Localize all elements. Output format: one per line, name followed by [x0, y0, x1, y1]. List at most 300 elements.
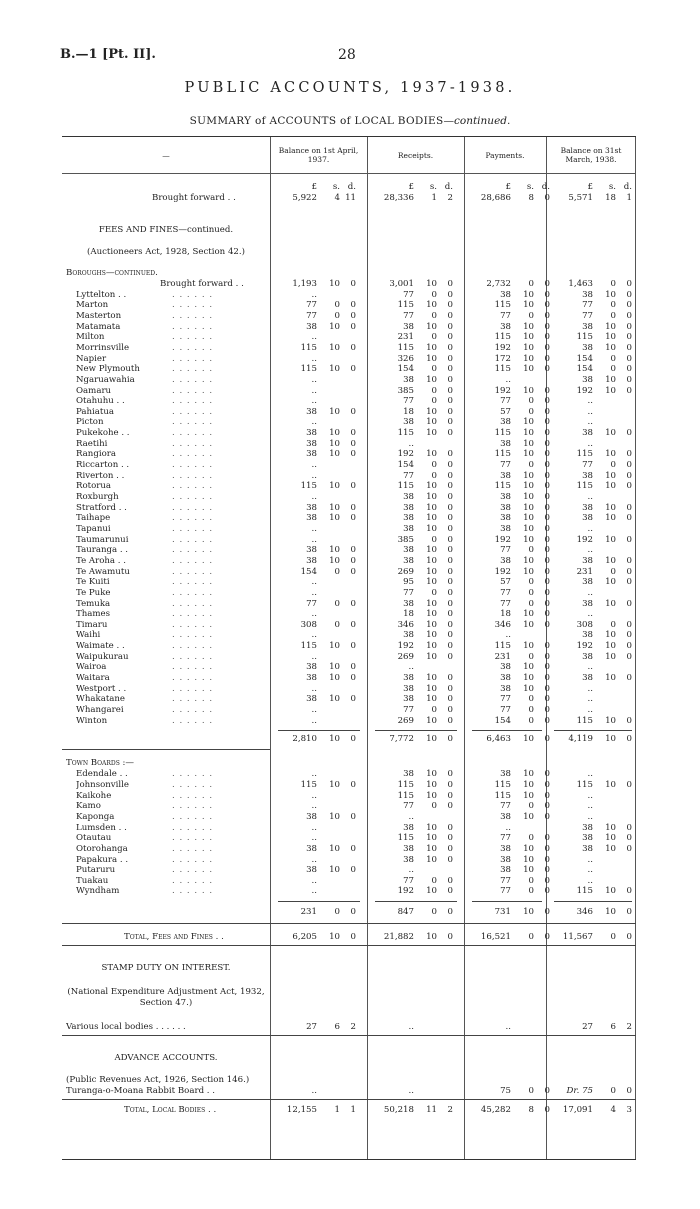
pounds: 6,463 — [486, 734, 511, 745]
shillings: 10 — [523, 907, 534, 918]
pounds: 847 — [397, 907, 414, 918]
amount-cell — [546, 844, 636, 855]
shillings: 10 — [329, 502, 340, 513]
shillings: 10 — [523, 364, 534, 375]
shillings: 0 — [610, 279, 616, 289]
shillings: 10 — [426, 609, 437, 620]
pounds: 38 — [403, 502, 414, 513]
amount-cell — [546, 556, 636, 567]
pounds: 38 — [403, 417, 414, 428]
stamp-heading — [62, 963, 636, 974]
amount-cell — [464, 481, 554, 492]
pounds: 38 — [500, 662, 511, 673]
pence: 0 — [447, 332, 453, 343]
town-board-row — [62, 876, 636, 887]
pounds: 231 — [300, 907, 317, 918]
shillings: 10 — [426, 353, 437, 364]
amount-cell — [464, 417, 554, 428]
shillings: 10 — [426, 481, 437, 492]
amount-cell — [367, 932, 457, 943]
pounds: 18 — [500, 609, 511, 620]
shillings: 10 — [523, 609, 534, 620]
amount-cell — [546, 684, 636, 695]
pounds: 77 — [500, 833, 511, 844]
shillings: 10 — [426, 566, 437, 577]
shillings: 0 — [528, 932, 534, 943]
borough-row-label: Te Puke — [76, 587, 111, 598]
pounds: .. — [587, 801, 593, 812]
stamp-heading-label: STAMP DUTY ON INTEREST. — [101, 963, 231, 974]
pounds: 38 — [306, 321, 317, 332]
document-reference: B.—1 [Pt. II]. — [60, 47, 156, 62]
borough-row-label: Marton — [76, 300, 109, 311]
amount-cell — [270, 332, 360, 343]
advance-act — [62, 1075, 636, 1086]
pounds: .. — [505, 822, 511, 833]
shillings: 10 — [523, 843, 534, 854]
leader-dots: . . . . . . — [172, 609, 214, 620]
pounds: 77 — [500, 545, 511, 556]
advance-heading — [62, 1053, 636, 1064]
shillings: 10 — [605, 289, 616, 300]
column-head-receipts: Receipts. — [397, 150, 434, 160]
pence: 0 — [350, 811, 356, 822]
pence: 0 — [544, 555, 550, 566]
amount-cell — [270, 652, 360, 663]
pounds: 77 — [500, 705, 511, 715]
pounds: 77 — [582, 310, 593, 321]
pounds: .. — [587, 587, 593, 598]
pence: 0 — [447, 502, 453, 513]
pence: 0 — [447, 651, 453, 662]
pounds: 38 — [306, 449, 317, 460]
town-board-row-label: Kamo — [76, 801, 101, 812]
amount-cell — [367, 193, 457, 204]
borough-row-label: Waimate . . — [76, 641, 125, 652]
pounds: 115 — [397, 342, 414, 353]
leader-dots: . . . . . . — [172, 523, 214, 534]
pounds: 38 — [403, 769, 414, 780]
pence: 0 — [350, 406, 356, 417]
pence: 0 — [544, 662, 550, 673]
pounds: 115 — [576, 481, 593, 492]
pounds: 38 — [500, 854, 511, 865]
amount-cell — [464, 396, 554, 407]
shillings: 10 — [523, 300, 534, 311]
pounds: .. — [587, 875, 593, 886]
pounds: 38 — [582, 630, 593, 641]
fees-act — [62, 247, 636, 258]
amount-cell — [270, 886, 360, 897]
shillings: 0 — [431, 289, 437, 300]
pounds: 38 — [582, 342, 593, 353]
pence: 0 — [350, 907, 356, 918]
pounds: .. — [311, 492, 317, 502]
amount-cell — [546, 641, 636, 652]
pounds: .. — [311, 875, 317, 886]
leader-dots: . . . . . . — [172, 651, 214, 662]
borough-row — [62, 556, 636, 567]
amount-cell — [546, 460, 636, 471]
pence: 0 — [447, 769, 453, 780]
pence: 0 — [447, 289, 453, 300]
pounds: 115 — [300, 342, 317, 353]
amount-cell — [464, 513, 554, 524]
amount-cell — [464, 386, 554, 397]
rule — [62, 749, 270, 750]
pounds: 154 — [397, 460, 414, 471]
shillings: 10 — [605, 342, 616, 353]
pounds: 38 — [403, 822, 414, 833]
pence: 0 — [544, 406, 550, 417]
column-head-opening-balance: Balance on 1st April, 1937. — [278, 146, 359, 164]
pence: 0 — [626, 321, 632, 332]
pence: 0 — [544, 332, 550, 343]
shillings: 10 — [523, 619, 534, 630]
pence: 0 — [626, 907, 632, 918]
pounds: .. — [311, 353, 317, 364]
advance-heading-label: ADVANCE ACCOUNTS. — [114, 1053, 218, 1064]
shillings: 10 — [426, 449, 437, 460]
amount-cell — [464, 545, 554, 556]
amount-cell — [546, 734, 636, 745]
amount-cell — [270, 396, 360, 407]
pence: 0 — [544, 449, 550, 460]
shillings: 0 — [610, 932, 616, 943]
pence: 0 — [350, 300, 356, 311]
pounds: 77 — [403, 875, 414, 886]
amount-cell — [546, 513, 636, 524]
amount-cell — [464, 407, 554, 418]
amount-cell — [270, 290, 360, 301]
pounds: 38 — [582, 502, 593, 513]
shillings: 10 — [329, 779, 340, 790]
pounds: 77 — [403, 801, 414, 812]
amount-cell — [367, 481, 457, 492]
pence: 0 — [447, 630, 453, 641]
pounds: 38 — [500, 502, 511, 513]
pence: 0 — [447, 396, 453, 407]
pounds: .. — [408, 438, 414, 449]
pounds: 385 — [397, 534, 414, 545]
shillings: 0 — [334, 566, 340, 577]
shillings: 10 — [329, 734, 340, 745]
page-number: 28 — [338, 47, 356, 63]
boroughs-total-row — [62, 734, 636, 745]
shillings: 0 — [528, 651, 534, 662]
pounds: 45,282 — [480, 1105, 511, 1116]
amount-cell — [367, 652, 457, 663]
borough-row — [62, 662, 636, 673]
pence: 0 — [447, 279, 453, 289]
pence: 0 — [447, 715, 453, 726]
pounds: 77 — [500, 396, 511, 407]
pence: 0 — [350, 438, 356, 449]
leader-dots: . . . . . . — [172, 854, 214, 865]
shillings: 0 — [610, 353, 616, 364]
shillings: 10 — [523, 481, 534, 492]
town-board-row-label: Putaruru — [76, 865, 116, 876]
amount-cell — [367, 886, 457, 897]
shillings: 0 — [431, 875, 437, 886]
fees-total-row — [62, 932, 636, 943]
amount-cell — [464, 311, 554, 322]
pounds: 172 — [494, 353, 511, 364]
borough-row-label: Thames — [76, 609, 111, 620]
amount-cell — [270, 716, 360, 727]
page-title: PUBLIC ACCOUNTS, 1937-1938. — [184, 80, 516, 96]
pounds: .. — [311, 1086, 317, 1097]
town-board-row-label: Otautau — [76, 833, 112, 844]
shillings: 10 — [426, 779, 437, 790]
pounds: 731 — [494, 907, 511, 918]
amount-cell — [464, 1105, 554, 1116]
amount-cell — [546, 652, 636, 663]
rule — [472, 901, 542, 902]
amount-cell — [464, 876, 554, 887]
amount-cell — [546, 577, 636, 588]
pence: 0 — [350, 342, 356, 353]
pounds: 38 — [582, 843, 593, 854]
amount-cell — [270, 503, 360, 514]
shillings: 10 — [329, 406, 340, 417]
pence: 0 — [626, 886, 632, 897]
amount-cell — [464, 932, 554, 943]
town-board-row-label: Kaponga — [76, 811, 115, 822]
shillings: 10 — [426, 673, 437, 684]
pence: 0 — [626, 779, 632, 790]
pounds: 3,001 — [389, 279, 414, 289]
pounds: .. — [311, 790, 317, 801]
shillings: 10 — [426, 502, 437, 513]
pounds: 38 — [403, 523, 414, 534]
shillings: 10 — [523, 641, 534, 652]
amount-cell — [367, 588, 457, 599]
shilling-sign: s. — [526, 182, 534, 192]
amount-cell — [464, 375, 554, 386]
pence: 0 — [350, 555, 356, 566]
amount-cell — [367, 535, 457, 546]
shillings: 10 — [329, 428, 340, 439]
shillings: 10 — [605, 886, 616, 897]
pounds: 77 — [403, 470, 414, 481]
shillings: 10 — [605, 822, 616, 833]
borough-row — [62, 322, 636, 333]
pence: 0 — [447, 577, 453, 588]
amount-cell — [464, 705, 554, 716]
pence: 0 — [447, 353, 453, 364]
amount-cell — [546, 386, 636, 397]
pounds: 269 — [397, 651, 414, 662]
pence: 0 — [544, 779, 550, 790]
borough-row — [62, 311, 636, 322]
borough-row — [62, 599, 636, 610]
pence: 0 — [544, 545, 550, 556]
shillings: 10 — [329, 342, 340, 353]
rule — [554, 730, 632, 731]
pounds: .. — [408, 1022, 414, 1033]
amount-cell — [464, 439, 554, 450]
borough-row — [62, 524, 636, 535]
town-board-row-label: Papakura . . — [76, 854, 129, 865]
pounds: 38 — [306, 843, 317, 854]
pounds: 346 — [576, 907, 593, 918]
pounds: 154 — [397, 364, 414, 375]
shillings: 10 — [426, 683, 437, 694]
amount-cell — [546, 630, 636, 641]
pounds: 115 — [300, 364, 317, 375]
borough-row — [62, 513, 636, 524]
pence: 0 — [544, 417, 550, 428]
shillings: 4 — [334, 193, 340, 203]
pence: 0 — [350, 566, 356, 577]
pounds: 38 — [582, 651, 593, 662]
town-board-row — [62, 865, 636, 876]
leader-dots: . . . . . . — [172, 374, 214, 385]
amount-cell — [546, 481, 636, 492]
pence: 0 — [544, 310, 550, 321]
pence: 0 — [447, 705, 453, 715]
pounds: 75 — [500, 1086, 511, 1097]
shillings: 10 — [329, 545, 340, 556]
pence: 0 — [626, 534, 632, 545]
amount-cell — [270, 780, 360, 791]
pence: 0 — [544, 683, 550, 694]
shillings: 0 — [528, 886, 534, 897]
pounds: 115 — [576, 449, 593, 460]
pence: 0 — [626, 310, 632, 321]
pounds: 192 — [494, 342, 511, 353]
leader-dots: . . . . . . — [172, 683, 214, 694]
pounds: 57 — [500, 577, 511, 588]
shillings: 10 — [329, 513, 340, 524]
pounds: .. — [505, 374, 511, 385]
amount-cell — [367, 449, 457, 460]
amount-cell — [546, 417, 636, 428]
amount-cell — [270, 791, 360, 802]
pounds: 77 — [306, 598, 317, 609]
pounds: 17,091 — [562, 1105, 593, 1116]
pounds: 38 — [500, 843, 511, 854]
borough-row — [62, 684, 636, 695]
shillings: 0 — [610, 1086, 616, 1097]
borough-row — [62, 492, 636, 503]
pounds: 38 — [500, 417, 511, 428]
shillings: 10 — [605, 332, 616, 343]
fees-total-row-label: Total, Fees and Fines . . — [124, 932, 224, 943]
pence: 0 — [626, 289, 632, 300]
pence: 0 — [626, 932, 632, 943]
pence: 0 — [447, 822, 453, 833]
amount-cell — [367, 428, 457, 439]
borough-row — [62, 343, 636, 354]
rule — [62, 923, 636, 924]
pence: 0 — [447, 619, 453, 630]
borough-row-label: Pukekohe . . — [76, 428, 130, 439]
town-board-row — [62, 801, 636, 812]
borough-row-label: Temuka — [76, 598, 111, 609]
pounds: 38 — [500, 769, 511, 780]
shillings: 10 — [523, 502, 534, 513]
fees-heading-label: FEES AND FINES—continued. — [98, 225, 234, 235]
pence: 0 — [544, 438, 550, 449]
pence: 0 — [544, 481, 550, 492]
rule — [375, 901, 457, 902]
shillings: 10 — [329, 438, 340, 449]
pounds: 38 — [500, 289, 511, 300]
pound-sign: £ — [408, 182, 414, 192]
borough-row-label: Masterton — [76, 310, 122, 321]
rule — [62, 945, 636, 946]
amount-cell — [464, 492, 554, 503]
pence: 0 — [447, 673, 453, 684]
borough-row — [62, 630, 636, 641]
pence: 0 — [350, 428, 356, 439]
borough-row — [62, 354, 636, 365]
amount-cell — [367, 567, 457, 578]
pounds: 38 — [306, 694, 317, 705]
amount-cell — [464, 769, 554, 780]
shillings: 10 — [329, 694, 340, 705]
amount-cell — [367, 599, 457, 610]
pounds: .. — [505, 630, 511, 641]
pounds: 11,567 — [562, 932, 593, 943]
shillings: 0 — [528, 715, 534, 726]
leader-dots: . . . . . . — [172, 481, 214, 492]
shillings: 10 — [523, 779, 534, 790]
amount-cell — [464, 1086, 554, 1097]
leader-dots: . . . . . . — [172, 641, 214, 652]
borough-row — [62, 471, 636, 482]
shillings: 0 — [431, 470, 437, 481]
rule — [554, 901, 632, 902]
shillings: 10 — [329, 321, 340, 332]
leader-dots: . . . . . . — [172, 715, 214, 726]
pounds: 77 — [500, 310, 511, 321]
amount-cell — [546, 705, 636, 716]
town-board-row-label: Johnsonville — [76, 779, 129, 790]
shillings: 10 — [605, 534, 616, 545]
pence: 0 — [350, 545, 356, 556]
amount-cell — [367, 364, 457, 375]
rule — [375, 730, 457, 731]
pounds: 5,571 — [568, 193, 593, 203]
leader-dots: . . . . . . — [172, 364, 214, 375]
pence: 0 — [544, 534, 550, 545]
pence: 0 — [447, 875, 453, 886]
pounds: 115 — [300, 641, 317, 652]
pence: 0 — [626, 566, 632, 577]
amount-cell — [270, 694, 360, 705]
pounds: 77 — [500, 598, 511, 609]
pounds: 38 — [306, 662, 317, 673]
amount-cell — [367, 503, 457, 514]
shillings: 0 — [610, 364, 616, 375]
pence: 0 — [447, 300, 453, 311]
shillings: 10 — [426, 619, 437, 630]
borough-row-label: Riccarton . . — [76, 460, 130, 471]
shillings: 10 — [426, 932, 437, 943]
leader-dots: . . . . . . — [172, 385, 214, 396]
shillings: 1 — [334, 1105, 340, 1116]
amount-cell — [546, 855, 636, 866]
pounds: 115 — [397, 300, 414, 311]
boroughs-heading — [62, 268, 636, 279]
pounds: 38 — [306, 502, 317, 513]
amount-cell — [270, 193, 360, 204]
amount-cell — [367, 620, 457, 631]
shillings: 10 — [426, 630, 437, 641]
